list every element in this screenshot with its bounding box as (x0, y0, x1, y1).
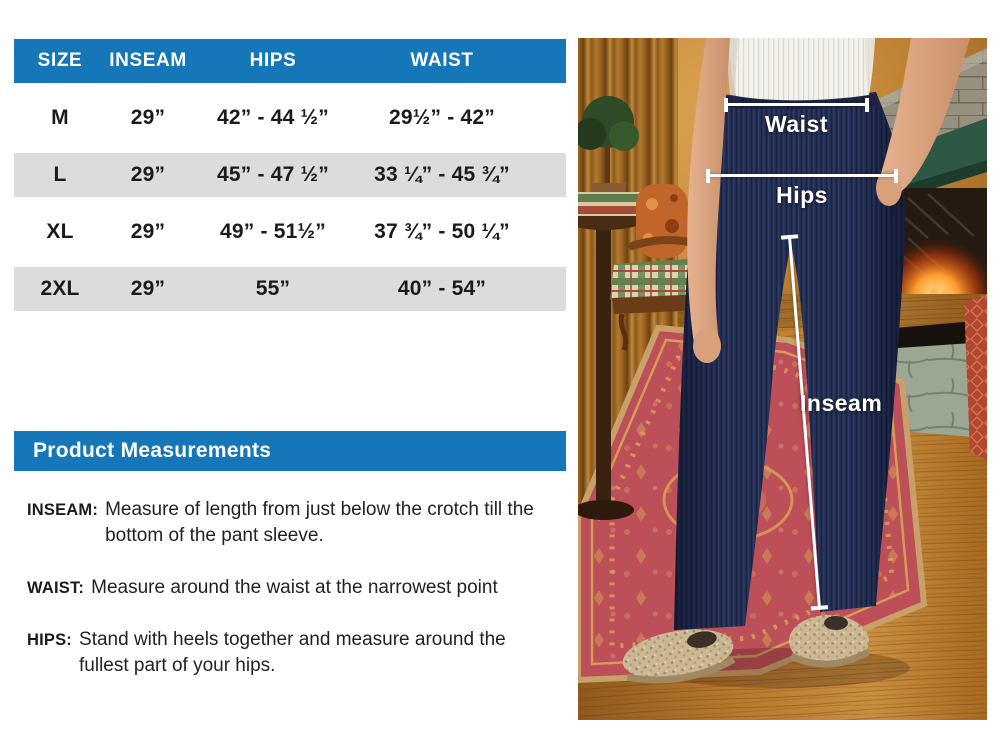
definition-text: Measure around the waist at the narrowest point (91, 577, 498, 598)
room-scene-illustration (578, 38, 987, 720)
cell-size: 2XL (40, 277, 80, 300)
cell-inseam: 29” (130, 106, 166, 129)
waist-measure-line (725, 103, 868, 106)
table-row (14, 267, 566, 311)
cell-hips: 42” - 44 ½” (217, 106, 329, 129)
section-title: Product Measurements (33, 439, 272, 462)
tank-top (728, 38, 875, 100)
definition-text: Stand with heels together and measure around the fullest part of your hips. (79, 629, 506, 676)
header-hips: HIPS (249, 50, 297, 71)
table-row (14, 96, 566, 140)
cell-inseam: 29” (130, 163, 166, 186)
definition-inseam (27, 497, 567, 549)
table-row (14, 153, 566, 197)
definition-text: Measure of length from just below the crotch till the bottom of the pant sleeve. (105, 499, 534, 546)
cell-hips: 49” - 51½” (220, 220, 326, 243)
cell-size: XL (46, 220, 74, 243)
waist-label: Waist (765, 111, 828, 137)
size-chart-table (14, 39, 566, 311)
definition-waist (27, 575, 567, 601)
definition-label: WAIST: (27, 579, 85, 597)
cell-hips: 45” - 47 ½” (217, 163, 329, 186)
cell-waist: 29½” - 42” (389, 106, 495, 129)
measurement-definitions (27, 497, 567, 705)
table-row (14, 210, 566, 254)
model-photo (578, 38, 987, 720)
section-title-bar (14, 431, 566, 471)
size-chart-header-row (14, 39, 566, 83)
header-inseam: INSEAM (109, 50, 187, 71)
definition-hips (27, 627, 567, 679)
cell-size: M (51, 106, 69, 129)
inseam-label: Inseam (800, 390, 883, 416)
header-waist: WAIST (410, 50, 474, 71)
cell-inseam: 29” (130, 220, 166, 243)
cell-hips: 55” (255, 277, 291, 300)
cell-waist: 37 ¾” - 50 ¼” (374, 220, 510, 243)
cell-inseam: 29” (130, 277, 166, 300)
definition-label: HIPS: (27, 631, 73, 649)
cell-size: L (53, 163, 67, 186)
cell-waist: 40” - 54” (397, 277, 487, 300)
hips-label: Hips (776, 182, 828, 208)
definition-label: INSEAM: (27, 501, 99, 519)
header-size: SIZE (37, 50, 83, 71)
cell-waist: 33 ¼” - 45 ¾” (374, 163, 510, 186)
hips-measure-line (707, 174, 897, 177)
